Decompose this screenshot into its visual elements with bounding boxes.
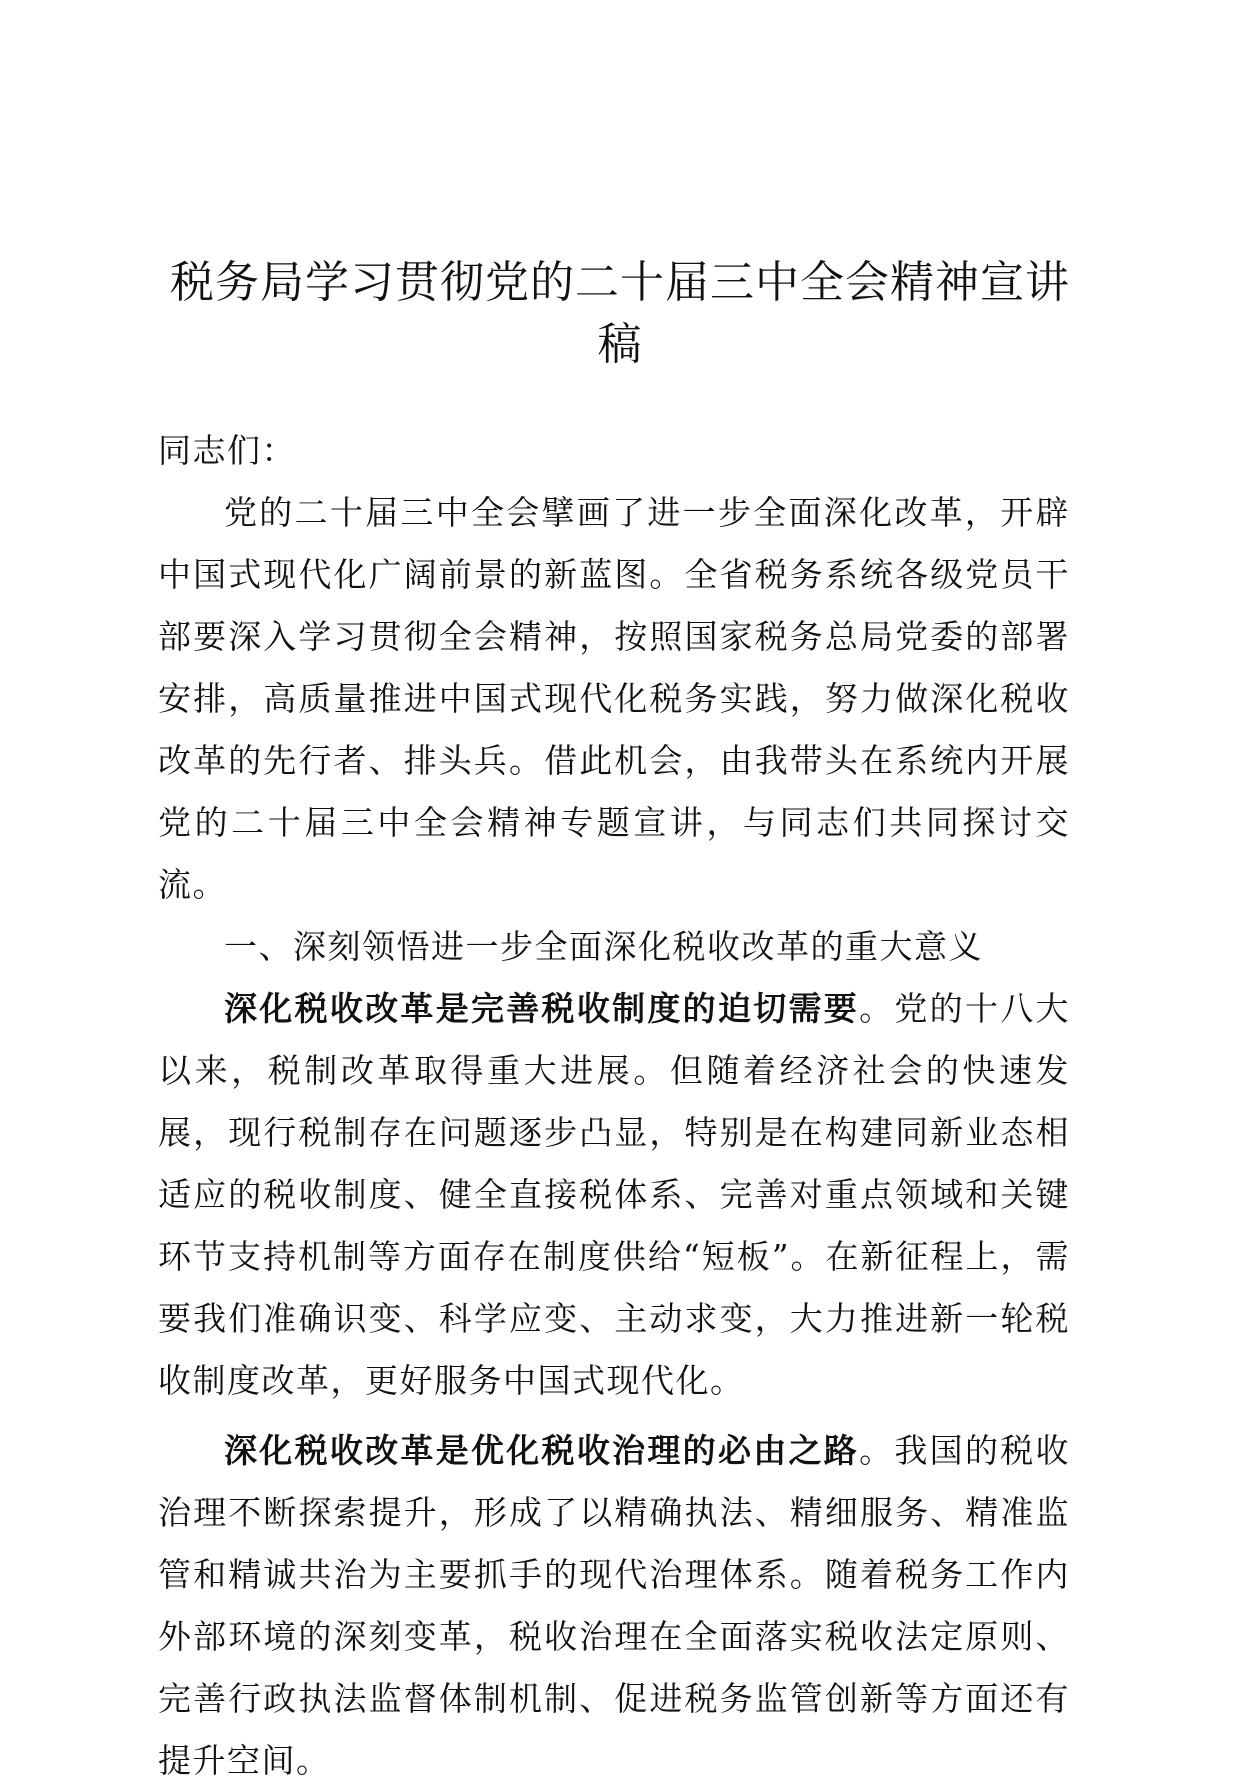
paragraph-2 (158, 1420, 1070, 1792)
document-title: 税务局学习贯彻党的二十届三中全会精神宣讲稿 (170, 257, 1070, 370)
paragraph-2-lead: 深化税收改革是优化税收治理的必由之路 (224, 1431, 860, 1470)
document-body (158, 420, 1070, 1792)
paragraph-1 (158, 978, 1070, 1412)
intro-paragraph: 党的二十届三中全会擘画了进一步全面深化改革，开辟中国式现代化广阔前景的新蓝图。全省税务系统各级党员干部要深入学习贯彻全会精神，按照国家税务总局党委的部署安排，高质量推进中国式现代化税务实践，努力做深化税收改革的先行者、排头兵。借此机会，由我带头在系统内开展党的二十届三中全会精神专题宣讲，与同志们共同探讨交流。 (158, 493, 1070, 904)
paragraph-2-body: 。我国的税收治理不断探索提升，形成了以精确执法、精细服务、精准监管和精诚共治为主要抓手的现代治理体系。随着税务工作内外部环境的深刻变革，税收治理在全面落实税收法定原则、完善行政执法监督体制机制、促进税务监管创新等方面还有提升空间。 (158, 1431, 1071, 1780)
paragraph-1-body: 。党的十八大以来，税制改革取得重大进展。但随着经济社会的快速发展，现行税制存在问题逐步凸显，特别是在构建同新业态相适应的税收制度、健全直接税体系、完善对重点领域和关键环节支持机制等方面存在制度供给“短板”。在新征程上，需要我们准确识变、科学应变、主动求变，大力推进新一轮税收制度改革，更好服务中国式现代化。 (158, 989, 1071, 1400)
salutation: 同志们： (158, 431, 296, 470)
paragraph-1-lead: 深化税收改革是完善税收制度的迫切需要 (224, 989, 860, 1028)
section-heading-1: 一、深刻领悟进一步全面深化税收改革的重大意义 (224, 927, 983, 966)
